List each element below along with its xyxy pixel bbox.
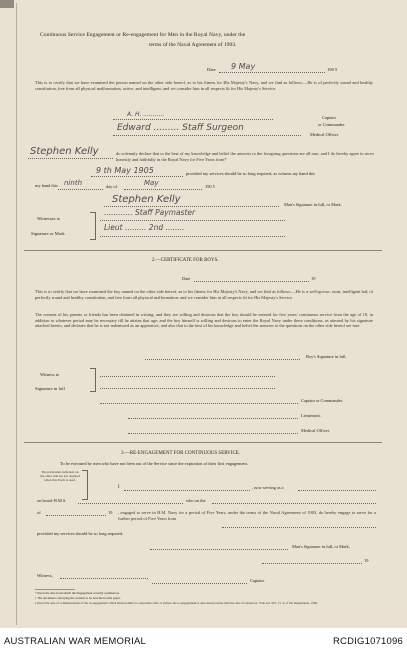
reengage-who-on-the: who on the: [186, 498, 206, 503]
section-2-heading: 2.—CERTIFICATE FOR BOYS.: [152, 258, 219, 263]
witness-label: Witness,: [37, 573, 53, 578]
witness-1-signature: ............ Staff Paymaster: [104, 208, 196, 217]
captain-signature: A. H. ...........: [127, 111, 165, 118]
witnesses-label: Witnesses to: [37, 216, 61, 221]
medical-officer-label: Medical Officer.: [310, 132, 339, 137]
archive-reference: RCDIG1071096: [333, 636, 403, 647]
section-3-heading: 3.—RE-ENGAGEMENT FOR CONTINUOUS SERVICE.: [121, 451, 241, 456]
declaration-text: do solemnly declare that to the best of my knowledge and belief the answers to the foregoing questions are all true, and I do hereby agree to serve honestly and faithfully in the Royal Navy for Five Years from*: [116, 151, 374, 162]
document-title-line1: Continuous Service Engagement or Re-engagement for Men in the Royal Navy, under the: [40, 32, 246, 38]
medical-officer-signature: Edward ......... Staff Surgeon: [117, 123, 244, 133]
month-handwritten: May: [144, 179, 159, 187]
commander-label: or Commander.: [318, 122, 346, 127]
archive-name: AUSTRALIAN WAR MEMORIAL: [4, 636, 147, 647]
scan-corner-shadow: [0, 0, 14, 8]
captain-end-label: Captain.: [250, 578, 265, 583]
document-title-line2: terms of the Naval Agreement of 1903.: [149, 42, 237, 48]
day-of-label: day of: [106, 184, 118, 189]
footnote-3: ‡ Insert the date of commencement of the re-engagement which should either be coincident with, or (where the re-engagement is ante-dated) earlier than the date of current ex. Vide Art. 907, Cl. 4, of the Regulations, 1906.: [35, 601, 318, 605]
reengage-mans-signature-label: Man's Signature in full, or Mark,: [292, 544, 350, 549]
page-fold-line: [16, 3, 17, 625]
section-divider-2: [24, 442, 382, 443]
witness-2-signature: Lieut ......... 2nd ........: [104, 223, 185, 232]
day-handwritten: ninth: [64, 179, 82, 187]
date-label: Date: [207, 67, 216, 72]
date-handwritten: 9 May: [231, 62, 256, 71]
section-3-intro: To be executed by men who have not been out of the Service since the expiration of their first engagement.: [60, 461, 248, 466]
section-divider-1: [24, 250, 382, 251]
declaration-year: 190 5: [205, 184, 215, 189]
mans-signature: Stephen Kelly: [112, 194, 181, 205]
reengage-of: of: [37, 510, 41, 515]
captain-label: Captain: [322, 115, 336, 120]
reengage-tail: provided my services should be so long required.: [37, 531, 124, 536]
footnote-2: † The document conveying the consent to be attached to this paper.: [35, 596, 121, 600]
witness-my-hand: my hand this: [35, 183, 58, 188]
reengage-on-board: on board H.M.S.: [37, 498, 67, 503]
boys-certificate-paragraph: This is to certify that we have examined the boy named on the other side hereof, as to his fitness for His Majesty's Navy, and we find as follows:—He is a well-grown, stout, intelligent lad; of perfectly sound and healthy constitution, and free from all physical malformation; and we consider him in all respects fit for His Majesty's Service.: [35, 289, 373, 300]
mans-signature-label: Man's Signature in full, or Mark.: [284, 202, 342, 207]
boys-date-year: 19: [311, 276, 316, 281]
declaration-tail: provided my services should be so long required, as witness my hand this: [186, 171, 316, 176]
boys-consent-paragraph: The consent of his parents or friends has been obtained in writing, and they are willing and desirous that the boy should be entered for five years' continuous service from the age of 18, in addition to whatever period may be necessary till he attains that age; and the boy himself is willing and desirous to enter the Royal Navy under these conditions, as attested by his signature attached hereto, and declares that he is not indentured as an apprentice, and also that to the best of his knowledge and belief the answers to the questions on the other side hereof are true.: [35, 312, 373, 329]
reengage-terms-text: , engaged to serve in H.M. Navy for a period of Five Years, under the terms of the Naval Agreement of 1903, do hereby engage to serve for a further period of Five Years from: [118, 510, 376, 521]
boys-witness-label: Witness to: [40, 372, 60, 377]
engagement-start-date: 9 th May 1905: [96, 166, 154, 175]
signature-or-mark-label: Signature or Mark: [31, 231, 65, 236]
archive-footer: [0, 628, 407, 654]
boys-lieutenant-label: Lieutenant.: [301, 413, 321, 418]
reengage-i: I: [118, 485, 120, 490]
medical-certificate-paragraph: This is to certify that we have examined the person named on the other side hereof, as to his fitness for His Majesty's Navy, and we find as follows:—He is of perfectly sound and healthy constitution, free from all physical malformation, active, and intelligent; and we consider him in all respects fit for His Majesty's Service.: [35, 80, 373, 91]
reengage-now-serving: , now serving as a: [252, 485, 284, 490]
declarant-name: Stephen Kelly: [30, 146, 99, 157]
boys-signature-in-full-label: Signature in full: [35, 386, 65, 391]
boys-medical-label: Medical Officer.: [301, 428, 330, 433]
reengage-year-19: 19: [108, 510, 113, 515]
boys-captain-label: Captain or Commander.: [301, 398, 344, 403]
side-note: The particulars indicated on the other side are not required when this Form is used.: [40, 470, 80, 483]
footnote-1: * Insert the date from which the Engagement actually commences.: [35, 591, 120, 595]
reengage-year-end: 19: [364, 558, 369, 563]
boys-signature-label: Boy's Signature in full.: [306, 354, 347, 359]
boys-date-label: Date: [182, 276, 191, 281]
date-year: 190 5: [327, 67, 338, 72]
